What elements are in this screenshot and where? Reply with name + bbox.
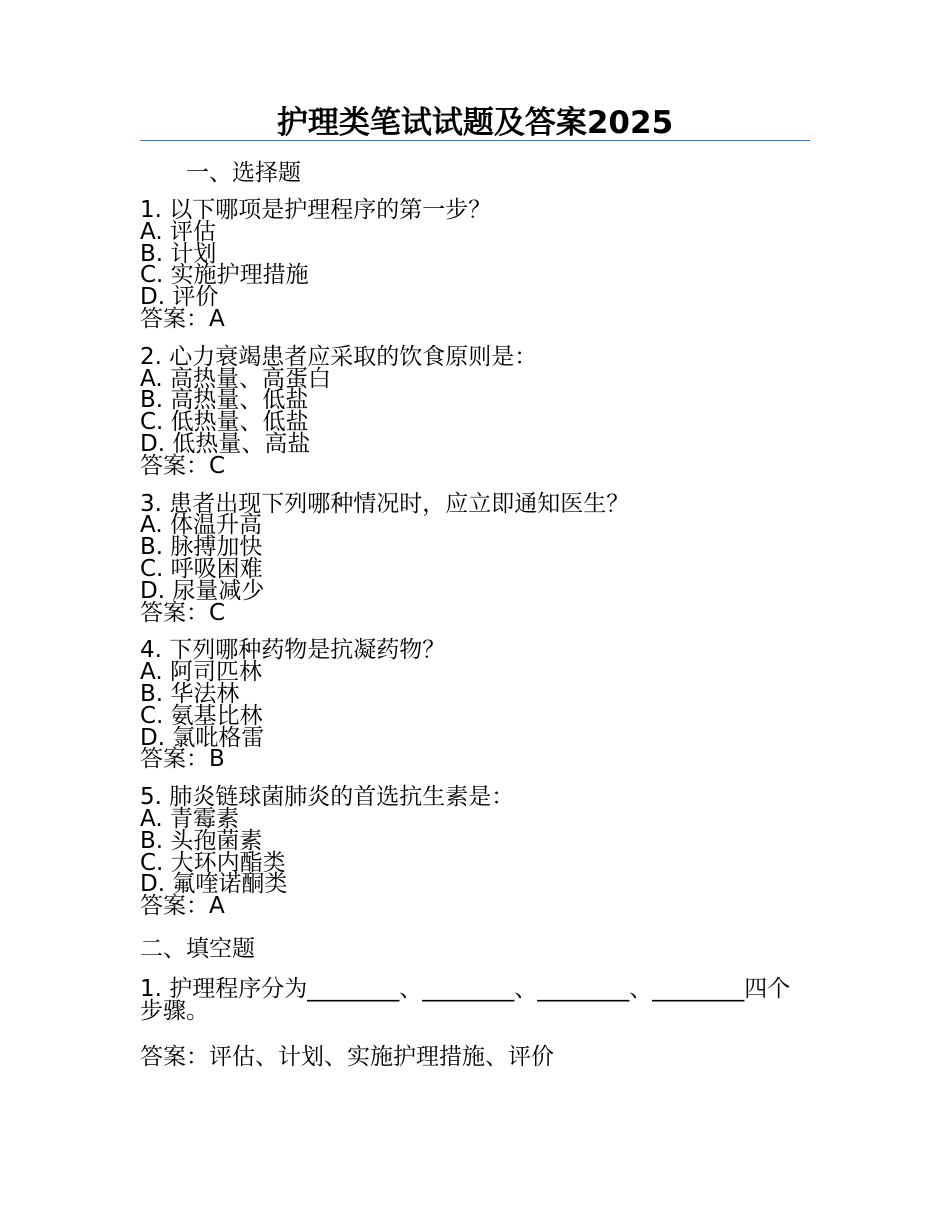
answer: 答案：A [140,305,225,332]
question-stem: 4. 下列哪种药物是抗凝药物？ [140,637,446,664]
option-a: A. 阿司匹林 [140,659,262,686]
fill-question-1: 1. 护理程序分为________、________、________、________四个步骤。 [140,975,791,1024]
option-b: B. 华法林 [140,680,240,707]
option-b: B. 脉搏加快 [140,534,263,561]
option-b: B. 高热量、低盐 [140,387,309,414]
section-heading-fill: 二、填空题 [140,935,255,962]
document-title: 护理类笔试试题及答案2025 [276,105,674,141]
option-a: A. 青霉素 [140,805,239,832]
option-a: A. 高热量、高蛋白 [140,365,331,392]
option-d: D. 低热量、高盐 [140,430,311,457]
document-body [140,197,820,1072]
option-c: C. 氨基比林 [140,702,263,729]
option-d: D. 评价 [140,284,219,311]
question-3 [140,490,820,626]
option-d: D. 氟喹诺酮类 [140,871,288,898]
question-5 [140,784,820,920]
option-a: A. 评估 [140,218,216,245]
option-d: D. 尿量减少 [140,577,265,604]
answer: 答案：C [140,452,226,479]
section-heading-choice: 一、选择题 [186,160,301,186]
question-4 [140,637,820,773]
option-a: A. 体温升高 [140,512,262,539]
option-d: D. 氯吡格雷 [140,724,265,751]
question-stem: 5. 肺炎链球菌肺炎的首选抗生素是： [140,784,515,811]
option-c: C. 大环内酯类 [140,849,286,876]
answer: 答案：A [140,893,225,920]
answer: 答案：C [140,599,226,626]
option-b: B. 头孢菌素 [140,827,263,854]
option-c: C. 低热量、低盐 [140,409,309,436]
answer: 答案：B [140,746,225,773]
fill-answer-1: 答案：评估、计划、实施护理措施、评价 [140,1043,554,1070]
title-underline [140,140,810,141]
question-2 [140,343,820,479]
question-1 [140,197,820,332]
question-stem: 3. 患者出现下列哪种情况时，应立即通知医生？ [140,490,630,517]
option-b: B. 计划 [140,240,217,267]
option-c: C. 实施护理措施 [140,262,309,289]
question-stem: 2. 心力衰竭患者应采取的饮食原则是： [140,343,538,370]
option-c: C. 呼吸困难 [140,555,263,582]
question-stem: 1. 以下哪项是护理程序的第一步？ [140,197,492,223]
